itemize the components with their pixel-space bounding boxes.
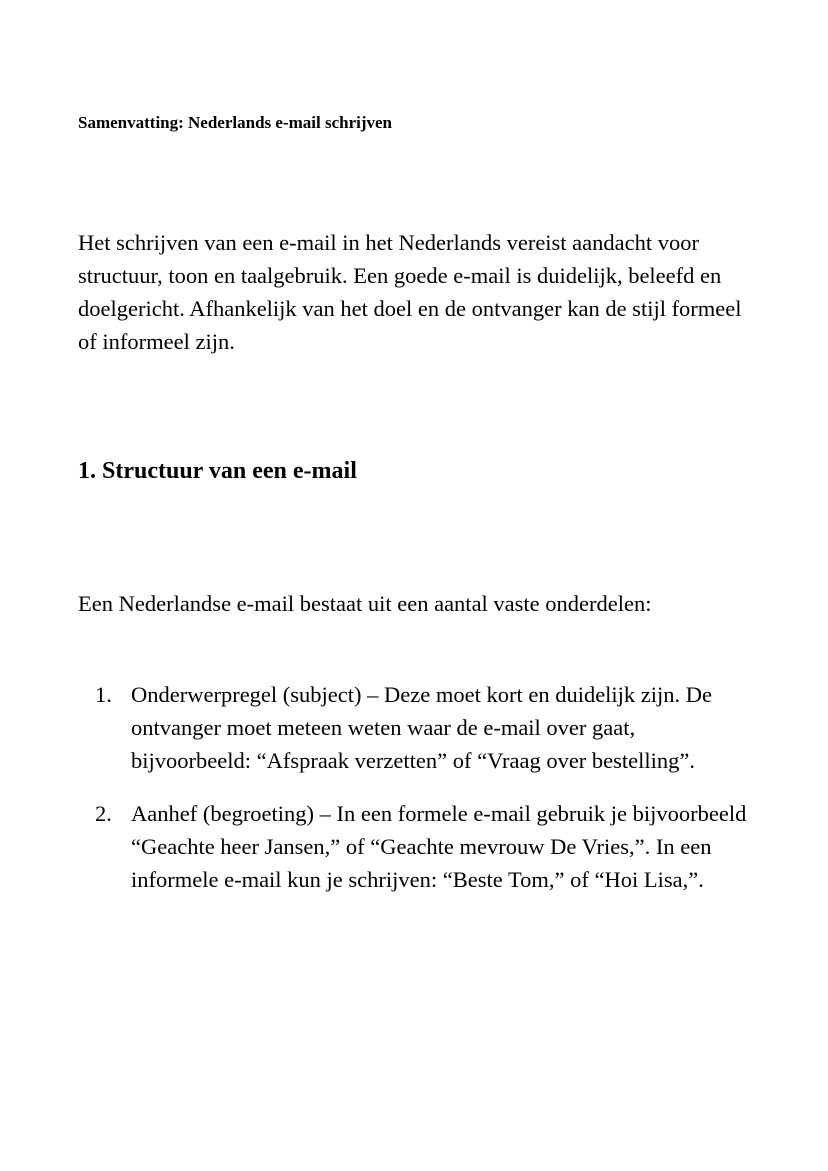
list-item [78, 797, 752, 896]
section-lead-paragraph: Een Nederlandse e-mail bestaat uit een aantal vaste onderdelen: [78, 591, 652, 617]
list-item-number: 1. [95, 682, 112, 708]
list-item-number: 2. [95, 801, 112, 827]
intro-paragraph: Het schrijven van een e-mail in het Nederlands vereist aandacht voor structuur, toon en taalgebruik. Een goede e-mail is duidelijk, beleefd en doelgericht. Afhankelijk van het doel en de ontvanger kan de stijl formeel of informeel zijn. [78, 230, 742, 355]
document-title: Samenvatting: Nederlands e-mail schrijven [78, 113, 393, 132]
list-item-text: Onderwerpregel (subject) – Deze moet kort en duidelijk zijn. De ontvanger moet meteen weten waar de e-mail over gaat, bijvoorbeeld: “Afspraak verzetten” of “Vraag over bestelling”. [131, 682, 713, 774]
list-item-text: Aanhef (begroeting) – In een formele e-mail gebruik je bijvoorbeeld “Geachte heer Jansen,” of “Geachte mevrouw De Vries,”. In een informele e-mail kun je schrijven: “Beste Tom,” of “Hoi Lisa,”. [131, 801, 747, 893]
section-heading-structuur: 1. Structuur van een e-mail [78, 458, 357, 485]
structure-numbered-list [78, 678, 752, 896]
list-item [78, 678, 752, 777]
